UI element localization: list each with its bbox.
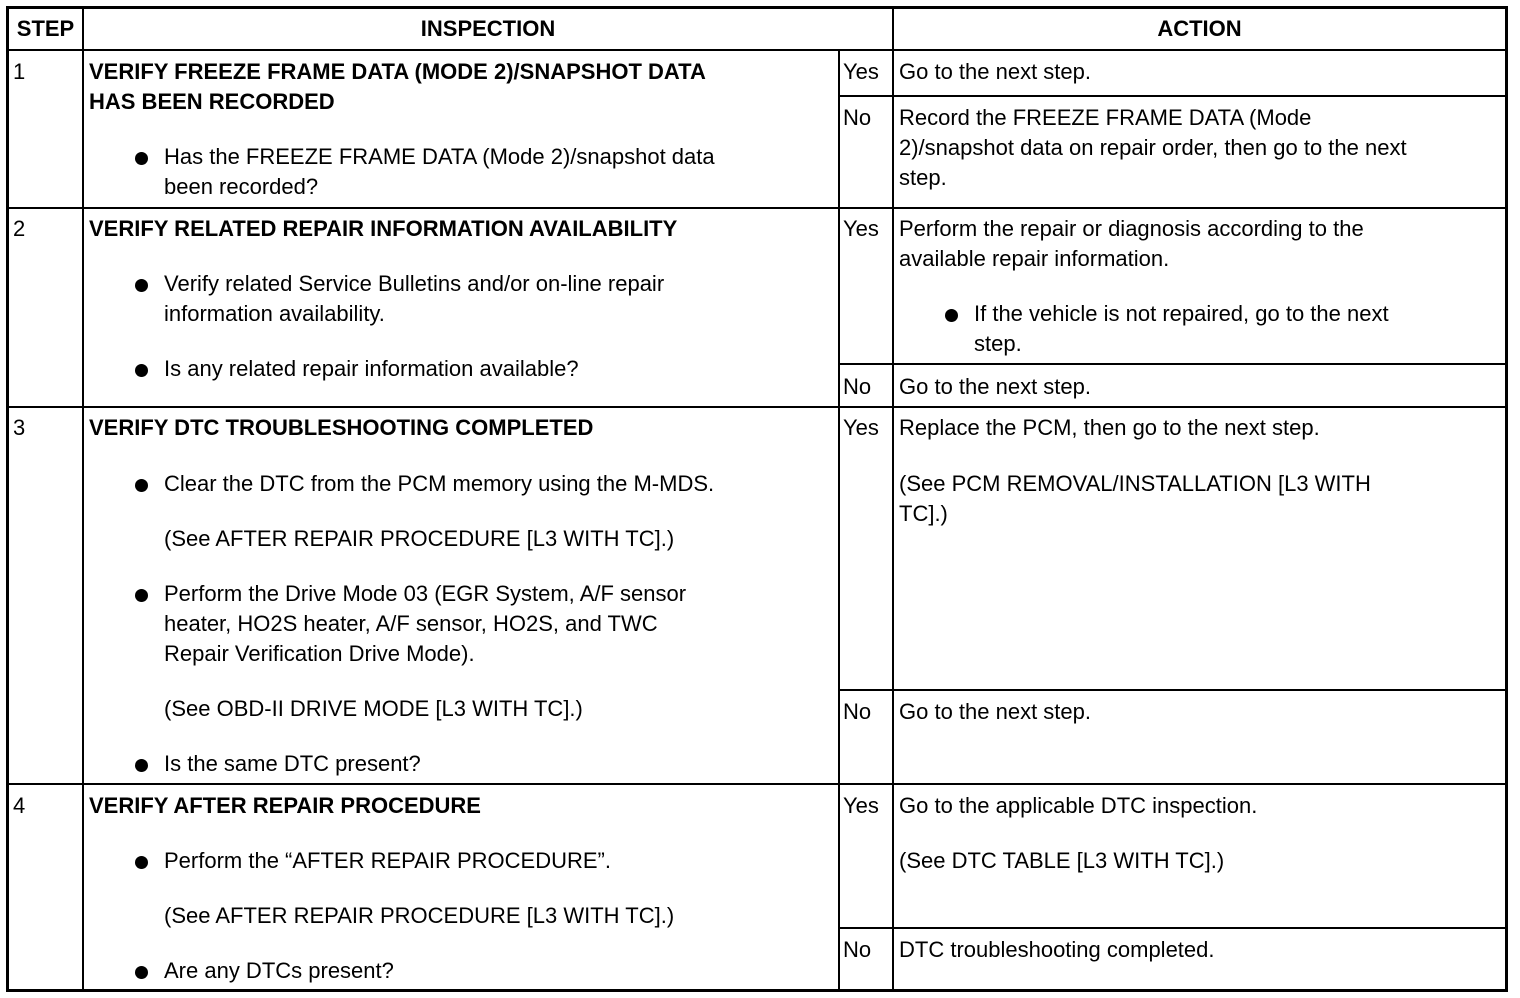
inspection-reference: (See OBD-II DRIVE MODE [L3 WITH TC].) [164, 696, 583, 721]
action-text: Go to the next step. [899, 699, 1092, 724]
header-action: ACTION [1157, 16, 1242, 41]
bullet-icon [135, 152, 148, 165]
no-label: No [843, 699, 872, 724]
yes-label: Yes [843, 415, 879, 440]
column-divider-action [892, 9, 894, 989]
header-divider [9, 49, 1505, 51]
bullet-icon [135, 759, 148, 772]
inspection-item: heater, HO2S heater, A/F sensor, HO2S, and TWC [164, 611, 658, 636]
yes-label: Yes [843, 216, 879, 241]
inspection-item: Perform the Drive Mode 03 (EGR System, A/F sensor [164, 581, 687, 606]
yes-label: Yes [843, 793, 879, 818]
action-reference: (See DTC TABLE [L3 WITH TC].) [899, 848, 1225, 873]
action-text: Go to the applicable DTC inspection. [899, 793, 1258, 818]
action-bullet-text: If the vehicle is not repaired, go to the next [974, 301, 1389, 326]
action-text: DTC troubleshooting completed. [899, 937, 1215, 962]
step-title: HAS BEEN RECORDED [89, 89, 335, 114]
action-text: Perform the repair or diagnosis according to the [899, 216, 1364, 241]
no-label: No [843, 374, 872, 399]
step-title: VERIFY FREEZE FRAME DATA (MODE 2)/SNAPSHOT DATA [89, 59, 706, 84]
yes-label: Yes [843, 59, 879, 84]
header-step: STEP [16, 16, 75, 41]
row-divider-1 [9, 207, 1505, 209]
bullet-icon [135, 279, 148, 292]
bullet-icon [135, 364, 148, 377]
row-divider-2 [9, 406, 1505, 408]
inspection-item: Has the FREEZE FRAME DATA (Mode 2)/snapshot data [164, 144, 715, 169]
step-title: VERIFY AFTER REPAIR PROCEDURE [89, 793, 481, 818]
column-divider-step [82, 9, 84, 989]
inspection-item: information availability. [164, 301, 385, 326]
inspection-item: Is any related repair information available? [164, 356, 579, 381]
action-bullet-text: step. [974, 331, 1022, 356]
action-text: Go to the next step. [899, 374, 1092, 399]
bullet-icon [135, 589, 148, 602]
yes-no-divider-1 [838, 95, 1505, 97]
step-title: VERIFY DTC TROUBLESHOOTING COMPLETED [89, 415, 594, 440]
action-text: Replace the PCM, then go to the next step. [899, 415, 1320, 440]
inspection-item: Repair Verification Drive Mode). [164, 641, 475, 666]
step-title: VERIFY RELATED REPAIR INFORMATION AVAILABILITY [89, 216, 678, 241]
inspection-item: been recorded? [164, 174, 319, 199]
action-text: 2)/snapshot data on repair order, then go to the next [899, 135, 1407, 160]
inspection-reference: (See AFTER REPAIR PROCEDURE [L3 WITH TC].) [164, 903, 675, 928]
header-inspection: INSPECTION [420, 16, 556, 41]
bullet-icon [135, 479, 148, 492]
action-text: Record the FREEZE FRAME DATA (Mode [899, 105, 1312, 130]
inspection-item: Clear the DTC from the PCM memory using the M-MDS. [164, 471, 715, 496]
inspection-item: Verify related Service Bulletins and/or on-line repair [164, 271, 665, 296]
diagnostic-table [6, 6, 1508, 992]
bullet-icon [135, 966, 148, 979]
inspection-item: Is the same DTC present? [164, 751, 421, 776]
inspection-reference: (See AFTER REPAIR PROCEDURE [L3 WITH TC].) [164, 526, 675, 551]
step-number: 3 [13, 415, 26, 440]
bullet-icon [945, 309, 958, 322]
inspection-item: Perform the “AFTER REPAIR PROCEDURE”. [164, 848, 611, 873]
yes-no-divider-4 [838, 927, 1505, 929]
inspection-item: Are any DTCs present? [164, 958, 394, 983]
no-label: No [843, 937, 872, 962]
step-number: 1 [13, 59, 26, 84]
column-divider-yesno [838, 49, 840, 989]
action-reference: (See PCM REMOVAL/INSTALLATION [L3 WITH [899, 471, 1371, 496]
action-text: step. [899, 165, 947, 190]
row-divider-3 [9, 783, 1505, 785]
no-label: No [843, 105, 872, 130]
step-number: 4 [13, 793, 26, 818]
yes-no-divider-3 [838, 689, 1505, 691]
action-text: available repair information. [899, 246, 1170, 271]
action-text: Go to the next step. [899, 59, 1092, 84]
bullet-icon [135, 856, 148, 869]
action-reference: TC].) [899, 501, 948, 526]
step-number: 2 [13, 216, 26, 241]
yes-no-divider-2 [838, 363, 1505, 365]
